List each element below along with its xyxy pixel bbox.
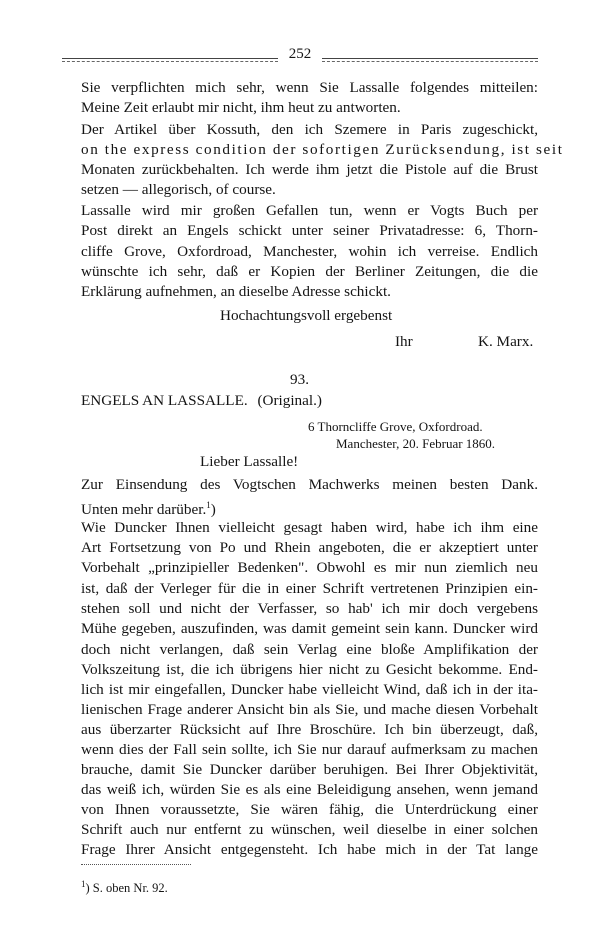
letter1-line-10: wünschte ich sehr, daß er Kopien der Berliner Zeitungen, die die — [81, 263, 538, 280]
letter-number: 93. — [290, 371, 309, 388]
letter-heading-note: (Original.) — [257, 392, 322, 409]
letter1-closing: Hochachtungsvoll ergebenst — [220, 307, 393, 324]
letter1-signature: K. Marx. — [478, 333, 534, 350]
letter1-line-8: Post direkt an Engels schickt unter seiner Privatadresse: 6, Thorn- — [81, 222, 538, 239]
page-number: 252 — [288, 46, 312, 62]
letter2-body-line-8: Volkszeitung ist, die ich übrigens hier nicht zu Gesicht bekomme. End- — [81, 661, 538, 678]
letter1-line-9: cliffe Grove, Oxfordroad, Manchester, wohin ich verreise. Endlich — [81, 243, 538, 260]
letter2-body-line-6: Mühe gegeben, auszufinden, was damit gemeint sein kann. Duncker wird — [81, 620, 538, 637]
address-line-1: 6 Thorncliffe Grove, Oxfordroad. — [308, 419, 483, 434]
letter2-body-line-1: Wie Duncker Ihnen vielleicht gesagt haben wird, habe ich ihm eine — [81, 519, 538, 536]
footnote-rule — [81, 864, 191, 865]
letter2-line-2-text: Unten mehr darüber. — [81, 501, 207, 519]
letter2-body-line-5: stehen soll und nicht der Verfasser, so hab' ich mir doch vergebens — [81, 600, 538, 617]
footnote-ref: 1 — [206, 500, 211, 510]
letter1-line-2: Meine Zeit erlaubt mir nicht, ihm heut zu antworten. — [81, 99, 401, 116]
letter2-body-line-4: ist, daß der Verleger für die in einer Schrift vertretenen Prinzipien ein- — [81, 580, 538, 597]
letter2-body-line-17: Frage Ihrer Ansicht entgegensteht. Ich habe mich in der Tat lange — [81, 841, 538, 858]
letter2-body-line-14: das weiß ich, würden Sie es als eine Beleidigung ansehen, wenn jemand — [81, 781, 538, 798]
letter1-line-5: Monaten zurückbehalten. Ich werde ihm jetzt die Pistole auf die Brust — [81, 161, 538, 178]
page-header — [62, 46, 538, 68]
letter2-body-line-15: von Ihnen voraussetzte, Sie wären fähig, die Unterdrückung einer — [81, 801, 538, 818]
letter1-line-7: Lassalle wird mir großen Gefallen tun, wenn er Vogts Buch per — [81, 202, 538, 219]
letter2-line-2 — [81, 495, 538, 520]
footnote-text: ) S. oben Nr. 92. — [85, 881, 168, 896]
letter2-body-line-11: aus überzarter Rücksicht auf Ihre Broschüre. Ich bin überzeugt, daß, — [81, 721, 538, 738]
letter2-body-line-12: wenn dies der Fall sein sollte, ich Sie nur darauf aufmerksam zu machen — [81, 741, 538, 758]
letter-heading-title: ENGELS AN LASSALLE. — [81, 392, 248, 409]
letter2-body-line-7: doch nicht verlangen, daß sein Verlag eine bloße Amplifikation der — [81, 641, 538, 658]
letter2-body-line-16: Schrift auch nur entfernt zu wünschen, weil dieselbe in einer solchen — [81, 821, 538, 838]
address-line-2: Manchester, 20. Februar 1860. — [336, 436, 496, 451]
letter2-line-1: Zur Einsendung des Vogtschen Machwerks meinen besten Dank. — [81, 476, 538, 493]
letter2-body-line-10: lienischen Frage anderer Ansicht bin als Sie, und mache diesen Vorbehalt — [81, 701, 538, 718]
letter2-body-line-2: Art Fortsetzung von Po und Rhein angeboten, die er akzeptiert unter — [81, 539, 538, 556]
letter2-body-line-9: lich ist mir eingefallen, Duncker habe vielleicht Wind, daß ich in der ita- — [81, 681, 538, 698]
letter1-line-4: on the express condition der sofortigen Zurücksendung, ist seit — [81, 141, 564, 158]
header-rule-right — [322, 58, 538, 59]
letter1-closing-ihr: Ihr — [395, 333, 413, 350]
letter1-line-6: setzen — allegorisch, of course. — [81, 181, 276, 198]
footnote-ref-paren: ) — [210, 501, 216, 519]
letter2-body-line-13: brauche, damit Sie Duncker darüber beruhigen. Bei Ihrer Objektivität, — [81, 761, 538, 778]
footnote — [81, 874, 168, 898]
letter-heading — [81, 391, 322, 411]
letter1-line-3: Der Artikel über Kossuth, den ich Szemere in Paris zugeschickt, — [81, 121, 538, 138]
letter1-line-11: Erklärung aufnehmen, an dieselbe Adresse schickt. — [81, 283, 391, 300]
salutation: Lieber Lassalle! — [200, 453, 299, 470]
letter2-body-line-3: Vorbehalt „prinzipieller Bedenken". Obwohl es mir nun ziemlich neu — [81, 559, 538, 576]
footnote-marker: 1 — [81, 879, 86, 889]
letter1-line-1: Sie verpflichten mich sehr, wenn Sie Lassalle folgendes mitteilen: — [81, 79, 538, 96]
